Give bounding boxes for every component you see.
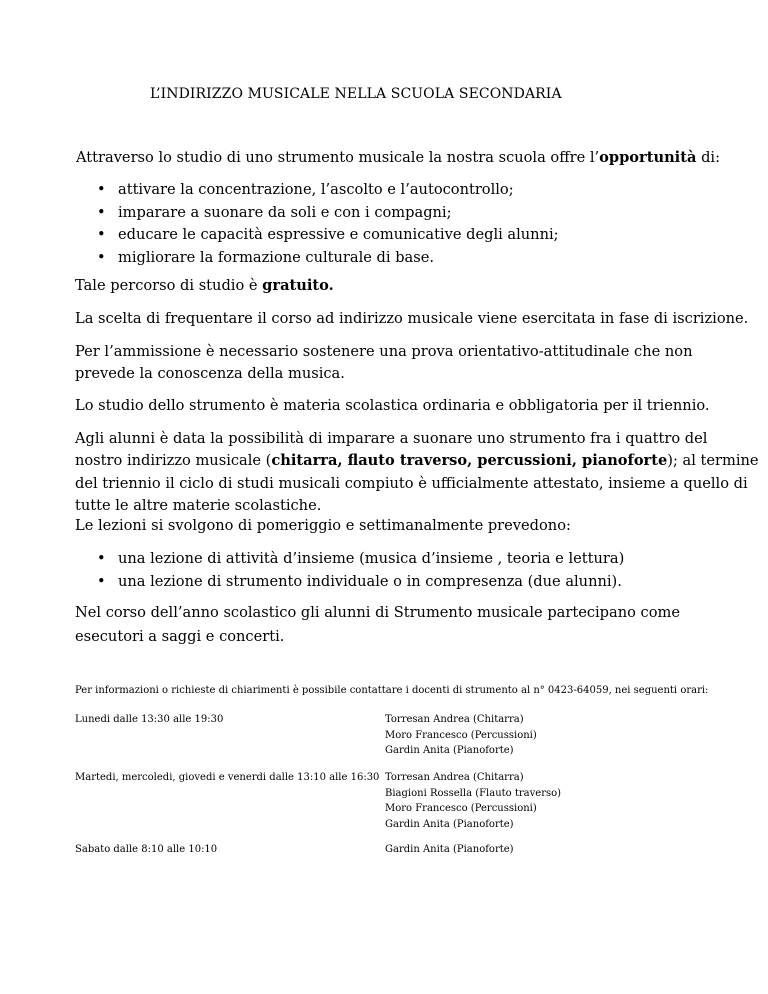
intro-paragraph [76, 149, 720, 166]
schedule-day: Martedi, mercoledi, giovedi e venerdi dalle 13:10 alle 16:30 [75, 772, 380, 783]
concerts-paragraph [75, 601, 680, 649]
list-item-text: educare le capacità espressive e comunicative degli alunni; [118, 226, 559, 243]
instruments-line: tutte le altre materie scolastiche. [75, 496, 322, 514]
intro-text: Attraverso lo studio di uno strumento musicale la nostra scuola offre l’ [76, 149, 600, 166]
teacher-item: Gardin Anita (Pianoforte) [385, 745, 514, 757]
admission-line: prevede la conoscenza della musica. [75, 365, 345, 383]
free-bold: gratuito. [262, 277, 334, 294]
teacher-item: Torresan Andrea (Chitarra) [385, 714, 524, 725]
list-item [97, 224, 559, 247]
intro-bold: opportunità [599, 149, 697, 166]
instruments-text-end: ); al termine [667, 452, 759, 470]
page-title: L’INDIRIZZO MUSICALE NELLA SCUOLA SECONDARIA [150, 86, 562, 102]
teacher-item: Gardin Anita (Pianoforte) [385, 844, 514, 855]
schedule-teachers [385, 842, 514, 858]
teacher-item: Biagioni Rossella (Flauto traverso) [385, 787, 562, 799]
list-item-text: una lezione di strumento individuale o in compresenza (due alunni). [118, 572, 622, 590]
bullet-icon: • [97, 550, 106, 567]
bullet-icon: • [97, 248, 106, 266]
schedule-day: Sabato dalle 8:10 alle 10:10 [75, 844, 218, 855]
concerts-line: esecutori a saggi e concerti. [75, 628, 285, 645]
list-item [97, 202, 559, 225]
schedule-teachers [385, 712, 537, 759]
teacher-item: Moro Francesco (Percussioni) [385, 729, 537, 741]
list-item-text: imparare a suonare da soli e con i compagni; [118, 203, 452, 221]
list-item-text: attivare la concentrazione, l’ascolto e l’autocontrollo; [118, 181, 514, 198]
list-item-text: una lezione di attività d’insieme (musica d’insieme , teoria e lettura) [118, 550, 625, 567]
instruments-text: nostro indirizzo musicale ( [75, 452, 272, 470]
lessons-list [97, 548, 624, 593]
list-item [97, 571, 624, 594]
bullet-icon: • [97, 181, 106, 198]
instruments-line [75, 450, 759, 472]
instruments-paragraph [75, 428, 759, 517]
bullet-icon: • [97, 203, 106, 221]
schedule-teachers [385, 770, 561, 832]
admission-paragraph [75, 341, 693, 386]
instruments-line: del triennio il ciclo di studi musicali compiuto è ufficialmente attestato, insieme a quello di [75, 474, 748, 492]
choice-paragraph: La scelta di frequentare il corso ad indirizzo musicale viene esercitata in fase di iscrizione. [75, 310, 749, 327]
list-item [97, 548, 624, 571]
teacher-item: Torresan Andrea (Chitarra) [385, 772, 524, 783]
instruments-bold: chitarra, flauto traverso, percussioni, pianoforte [271, 452, 668, 470]
list-item-text: migliorare la formazione culturale di base. [118, 248, 435, 266]
contact-info: Per informazioni o richieste di chiarimenti è possibile contattare i docenti di strumento al n° 0423-64059, nei seguenti orari: [75, 685, 709, 696]
free-paragraph [75, 275, 334, 297]
goals-list [97, 179, 559, 269]
free-text: Tale percorso di studio è [75, 277, 263, 294]
teacher-item: Moro Francesco (Percussioni) [385, 803, 537, 815]
intro-text-end: di: [696, 149, 721, 166]
bullet-icon: • [97, 226, 106, 243]
admission-line: Per l’ammissione è necessario sostenere una prova orientativo-attitudinale che non [75, 343, 693, 360]
list-item [97, 247, 559, 270]
subject-paragraph: Lo studio dello strumento è materia scolastica ordinaria e obbligatoria per il triennio. [75, 397, 710, 414]
teacher-item: Gardin Anita (Pianoforte) [385, 818, 514, 830]
schedule-day: Lunedi dalle 13:30 alle 19:30 [75, 714, 224, 725]
lessons-intro: Le lezioni si svolgono di pomeriggio e settimanalmente prevedono: [75, 517, 571, 534]
instruments-line: Agli alunni è data la possibilità di imparare a suonare uno strumento fra i quattro del [75, 430, 708, 447]
list-item [97, 179, 559, 202]
bullet-icon: • [97, 572, 106, 590]
concerts-line: Nel corso dell’anno scolastico gli alunni di Strumento musicale partecipano come [75, 604, 680, 621]
